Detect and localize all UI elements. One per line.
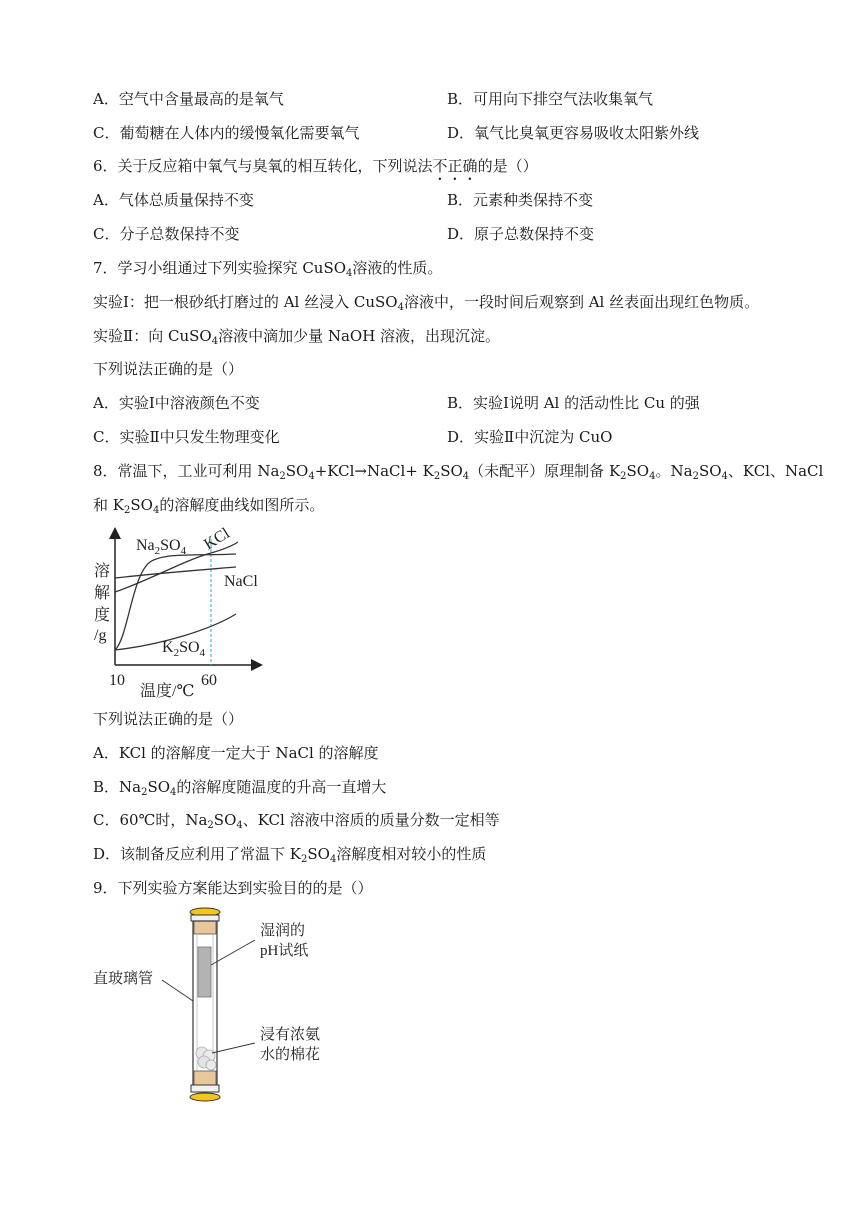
leader-cotton bbox=[212, 1043, 255, 1053]
q7-ask: 下列说法正确的是（） bbox=[93, 360, 244, 378]
leader-tube bbox=[162, 980, 193, 1001]
q9-stem: 9．下列实验方案能达到实验目的的是（） bbox=[93, 879, 373, 897]
q5-option-b: B．可用向下排空气法收集氧气 bbox=[447, 90, 654, 108]
ph-paper bbox=[198, 947, 211, 997]
q8-option-b: B．$Na_2SO_4$的溶解度随温度的升高一直增大 bbox=[93, 778, 387, 798]
label-k2so4: $K_2SO_4$ bbox=[162, 639, 206, 659]
q8-stem-line2: 和 $K_2SO_4$的溶解度曲线如图所示。 bbox=[93, 496, 325, 516]
q6-option-c: C．分子总数保持不变 bbox=[93, 225, 240, 243]
label-na2so4: $Na_2SO_4$ bbox=[136, 537, 187, 557]
x-label: 温度/℃ bbox=[140, 683, 195, 700]
label-tube: 直玻璃管 bbox=[93, 971, 154, 987]
nacl-curve bbox=[115, 567, 236, 578]
label-ph-2: pH试纸 bbox=[260, 943, 309, 959]
bottom-cap bbox=[190, 1093, 220, 1101]
label-cotton-1: 浸有浓氨 bbox=[260, 1027, 321, 1043]
y-label-1: 溶 bbox=[94, 563, 111, 580]
q7-experiment-2: 实验Ⅱ：向 CuSO$_4$溶液中滴加少量 NaOH 溶液，出现沉淀。 bbox=[93, 327, 501, 347]
q8-stem-line1: 8．常温下，工业可利用 $Na_2SO_4+KCl\to NaCl+ K_2SO_4$（未配平）原理制备 $K_2SO_4$。$Na_2SO_4$、KCl、NaCl bbox=[93, 462, 824, 482]
solubility-graph bbox=[90, 520, 270, 700]
q5-option-c: C．葡萄糖在人体内的缓慢氧化需要氧气 bbox=[93, 124, 360, 142]
tube-apparatus bbox=[90, 905, 350, 1110]
x-tick-10: 10 bbox=[109, 672, 125, 689]
q6-option-b: B．元素种类保持不变 bbox=[447, 191, 594, 209]
bottom-rim bbox=[191, 1085, 219, 1092]
q7-option-a: A．实验Ⅰ中溶液颜色不变 bbox=[93, 394, 260, 412]
q7-option-d: D．实验Ⅱ中沉淀为 CuO bbox=[447, 428, 613, 446]
y-label-2: 解 bbox=[94, 585, 111, 602]
x-tick-60: 60 bbox=[201, 672, 217, 689]
q8-ask: 下列说法正确的是（） bbox=[93, 710, 244, 728]
k2so4-curve bbox=[115, 614, 236, 650]
q8-option-c: C．60℃时，$Na_2SO_4$、KCl 溶液中溶质的质量分数一定相等 bbox=[93, 811, 500, 831]
q8-option-d: D．该制备反应利用了常温下 $K_2SO_4$溶解度相对较小的性质 bbox=[93, 845, 487, 865]
q6-stem: 6．关于反应箱中氧气与臭氧的相互转化，下列说法不正确的是（） bbox=[93, 157, 538, 175]
top-stopper bbox=[194, 921, 216, 934]
q7-option-b: B．实验Ⅰ说明 Al 的活动性比 Cu 的强 bbox=[447, 394, 700, 412]
label-cotton-2: 水的棉花 bbox=[260, 1047, 321, 1063]
q5-option-a: A．空气中含量最高的是氧气 bbox=[93, 90, 284, 108]
q7-stem: 7．学习小组通过下列实验探究 CuSO$_4$溶液的性质。 bbox=[93, 259, 443, 279]
q6-option-a: A．气体总质量保持不变 bbox=[93, 191, 254, 209]
q8-option-a: A．KCl 的溶解度一定大于 NaCl 的溶解度 bbox=[93, 744, 379, 762]
q6-emphasis: 不正确 bbox=[432, 157, 478, 175]
q7-option-c: C．实验Ⅱ中只发生物理变化 bbox=[93, 428, 280, 446]
q7-experiment-1: 实验Ⅰ：把一根砂纸打磨过的 Al 丝浸入 CuSO$_4$溶液中，一段时间后观察到 Al 丝表面出现红色物质。 bbox=[93, 293, 760, 313]
q6-option-d: D．原子总数保持不变 bbox=[447, 225, 595, 243]
top-rim bbox=[191, 915, 219, 921]
q5-option-d: D．氧气比臭氧更容易吸收太阳紫外线 bbox=[447, 124, 700, 142]
label-ph-1: 湿润的 bbox=[260, 923, 306, 939]
y-label-4: /g bbox=[94, 627, 107, 644]
label-nacl: NaCl bbox=[224, 573, 258, 590]
bottom-stopper bbox=[194, 1071, 216, 1085]
label-kcl: KCl bbox=[201, 524, 233, 554]
y-label-3: 度 bbox=[94, 607, 111, 624]
